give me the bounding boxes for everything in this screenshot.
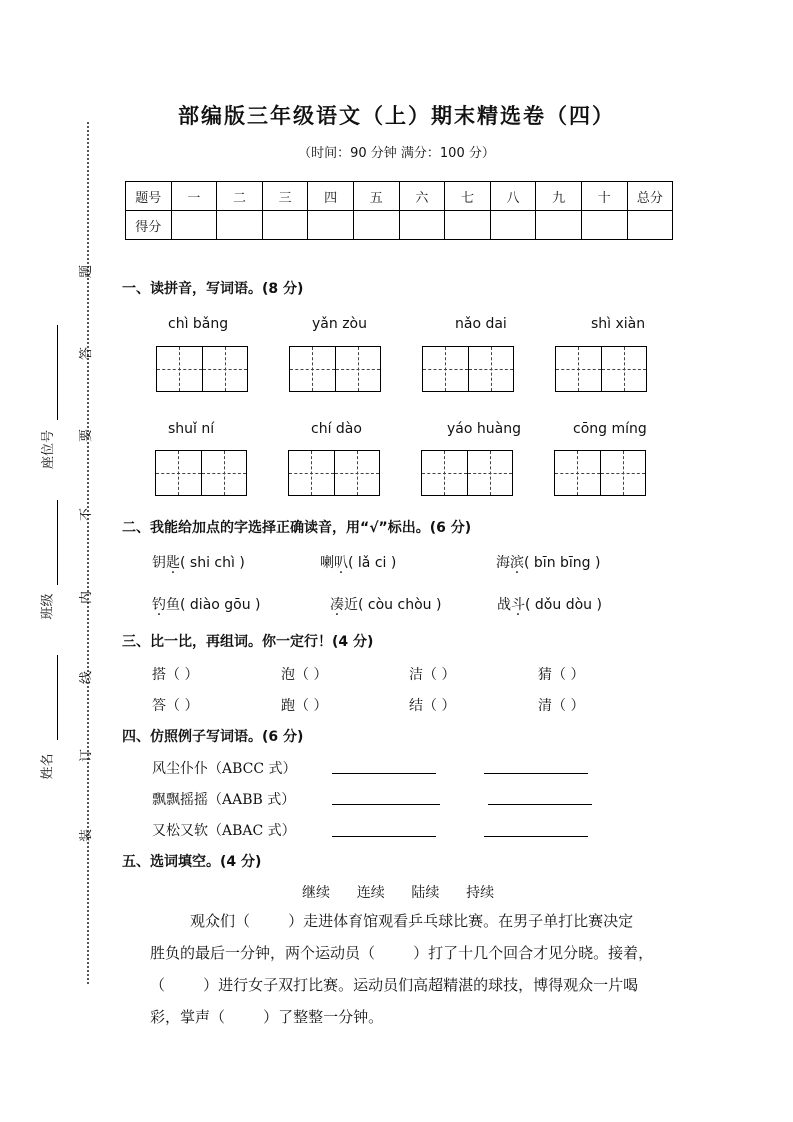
writing-grid[interactable] xyxy=(288,450,380,496)
reading-options: ( bīn bīng ) xyxy=(524,555,601,571)
class-label: 班级 xyxy=(40,593,56,620)
dotted-char: 凑 xyxy=(330,597,344,613)
pinyin-label: nǎo dai xyxy=(455,316,507,332)
score-row-label: 得分 xyxy=(126,211,172,240)
reading-choice-item[interactable] xyxy=(496,552,600,572)
score-header-cell: 七 xyxy=(445,182,491,211)
reading-options: ( shi chì ) xyxy=(180,555,245,571)
word-char: 钥 xyxy=(152,555,166,571)
answer-line[interactable] xyxy=(332,804,440,805)
section-1-title: 一、读拼音，写词语。(8 分) xyxy=(122,281,304,297)
score-header-cell: 题号 xyxy=(126,182,172,211)
score-header-cell: 三 xyxy=(262,182,308,211)
answer-line[interactable] xyxy=(488,804,592,805)
score-header-cell: 二 xyxy=(217,182,263,211)
example-word: 风尘仆仆（ABCC 式） xyxy=(152,761,297,777)
writing-grid[interactable] xyxy=(155,450,247,496)
score-input-cell[interactable] xyxy=(399,211,445,240)
section-3-title: 三、比一比，再组词。你一定行！(4 分) xyxy=(122,634,374,650)
seat-number-line[interactable] xyxy=(57,325,58,420)
binding-char: 装 xyxy=(79,828,95,843)
page-title: 部编版三年级语文（上）期末精选卷（四） xyxy=(178,104,615,128)
score-header-cell: 一 xyxy=(171,182,217,211)
reading-choice-item[interactable] xyxy=(152,594,261,614)
word-group-blank[interactable]: 结（ ） xyxy=(409,698,456,714)
writing-grid[interactable] xyxy=(156,346,248,392)
writing-grid[interactable] xyxy=(554,450,646,496)
reading-options: ( lǎ ci ) xyxy=(348,555,397,571)
passage-line[interactable]: （ ）进行女子双打比赛。运动员们高超精湛的球技，博得观众一片喝 xyxy=(150,976,639,994)
score-header-cell: 总分 xyxy=(627,182,673,211)
reading-options: ( diào gōu ) xyxy=(180,597,261,613)
score-header-cell: 十 xyxy=(581,182,627,211)
reading-choice-item[interactable] xyxy=(152,552,245,572)
score-header-cell: 五 xyxy=(353,182,399,211)
seat-number-label: 座位号 xyxy=(41,429,57,470)
section-5-title: 五、选词填空。(4 分) xyxy=(122,854,262,870)
binding-char: 订 xyxy=(79,748,95,763)
dotted-char: 斗 xyxy=(511,597,525,613)
reading-choice-item[interactable] xyxy=(320,552,396,572)
reading-options: ( còu chòu ) xyxy=(358,597,442,613)
pinyin-label: yáo huàng xyxy=(447,421,521,437)
word-group-blank[interactable]: 搭（ ） xyxy=(152,667,199,683)
answer-line[interactable] xyxy=(484,773,588,774)
binding-char: 线 xyxy=(79,670,95,685)
word-char: 战 xyxy=(497,597,511,613)
answer-line[interactable] xyxy=(484,836,588,837)
score-input-cell[interactable] xyxy=(445,211,491,240)
binding-dotted-line xyxy=(87,122,89,984)
word-group-blank[interactable]: 猜（ ） xyxy=(538,667,585,683)
pinyin-label: chì bǎng xyxy=(168,316,229,332)
dotted-char: 匙 xyxy=(166,555,180,571)
word-char: 喇 xyxy=(320,555,334,571)
word-group-blank[interactable]: 跑（ ） xyxy=(281,698,328,714)
answer-line[interactable] xyxy=(332,773,436,774)
word-group-blank[interactable]: 洁（ ） xyxy=(409,667,456,683)
score-table xyxy=(125,181,673,240)
score-header-cell: 四 xyxy=(308,182,354,211)
binding-char: 答 xyxy=(79,346,95,361)
score-input-cell[interactable] xyxy=(171,211,217,240)
binding-char: 不 xyxy=(79,507,95,522)
pinyin-label: chí dào xyxy=(311,421,362,437)
section-2-title: 二、我能给加点的字选择正确读音，用“√”标出。(6 分) xyxy=(122,520,472,536)
writing-grid[interactable] xyxy=(422,346,514,392)
class-line[interactable] xyxy=(57,500,58,585)
score-table-score-row xyxy=(126,211,673,240)
word-bank: 继续 连续 陆续 持续 xyxy=(302,885,495,901)
score-table-header-row xyxy=(126,182,673,211)
section-4-title: 四、仿照例子写词语。(6 分) xyxy=(122,729,304,745)
reading-choice-item[interactable] xyxy=(330,594,441,614)
score-input-cell[interactable] xyxy=(262,211,308,240)
example-word: 飘飘摇摇（AABB 式） xyxy=(152,792,296,808)
reading-choice-item[interactable] xyxy=(497,594,602,614)
score-header-cell: 六 xyxy=(399,182,445,211)
pinyin-label: shuǐ ní xyxy=(168,421,215,437)
writing-grid[interactable] xyxy=(555,346,647,392)
word-char: 海 xyxy=(496,555,510,571)
binding-char: 题 xyxy=(79,264,95,279)
word-group-blank[interactable]: 答（ ） xyxy=(152,698,199,714)
passage-line[interactable]: 观众们（ ）走进体育馆观看乒乓球比赛。在男子单打比赛决定 xyxy=(190,912,634,930)
dotted-char: 钓 xyxy=(152,597,166,613)
pinyin-label: yǎn zòu xyxy=(312,316,367,332)
name-label: 姓名 xyxy=(40,753,56,780)
dotted-char: 滨 xyxy=(510,555,524,571)
writing-grid[interactable] xyxy=(421,450,513,496)
score-input-cell[interactable] xyxy=(536,211,582,240)
word-group-blank[interactable]: 泡（ ） xyxy=(281,667,328,683)
score-input-cell[interactable] xyxy=(490,211,536,240)
writing-grid[interactable] xyxy=(289,346,381,392)
score-header-cell: 九 xyxy=(536,182,582,211)
pinyin-label: shì xiàn xyxy=(591,316,646,332)
passage-line[interactable]: 胜负的最后一分钟，两个运动员（ ）打了十几个回合才见分晓。接着， xyxy=(150,944,654,962)
reading-options: ( dǒu dòu ) xyxy=(525,597,602,613)
score-input-cell[interactable] xyxy=(353,211,399,240)
answer-line[interactable] xyxy=(332,836,436,837)
exam-info: （时间：90 分钟 满分：100 分） xyxy=(298,146,495,161)
pinyin-label: cōng míng xyxy=(573,421,647,437)
score-input-cell[interactable] xyxy=(308,211,354,240)
word-group-blank[interactable]: 清（ ） xyxy=(538,698,585,714)
word-char: 近 xyxy=(344,597,358,613)
score-input-cell[interactable] xyxy=(217,211,263,240)
passage-line[interactable]: 彩，掌声（ ）了整整一分钟。 xyxy=(150,1008,384,1026)
dotted-char: 叭 xyxy=(334,555,348,571)
example-word: 又松又软（ABAC 式） xyxy=(152,823,296,839)
score-input-cell[interactable] xyxy=(627,211,673,240)
word-char: 鱼 xyxy=(166,597,180,613)
binding-char: 内 xyxy=(79,590,95,605)
name-line[interactable] xyxy=(57,655,58,740)
binding-char: 要 xyxy=(79,428,95,443)
score-header-cell: 八 xyxy=(490,182,536,211)
score-input-cell[interactable] xyxy=(581,211,627,240)
